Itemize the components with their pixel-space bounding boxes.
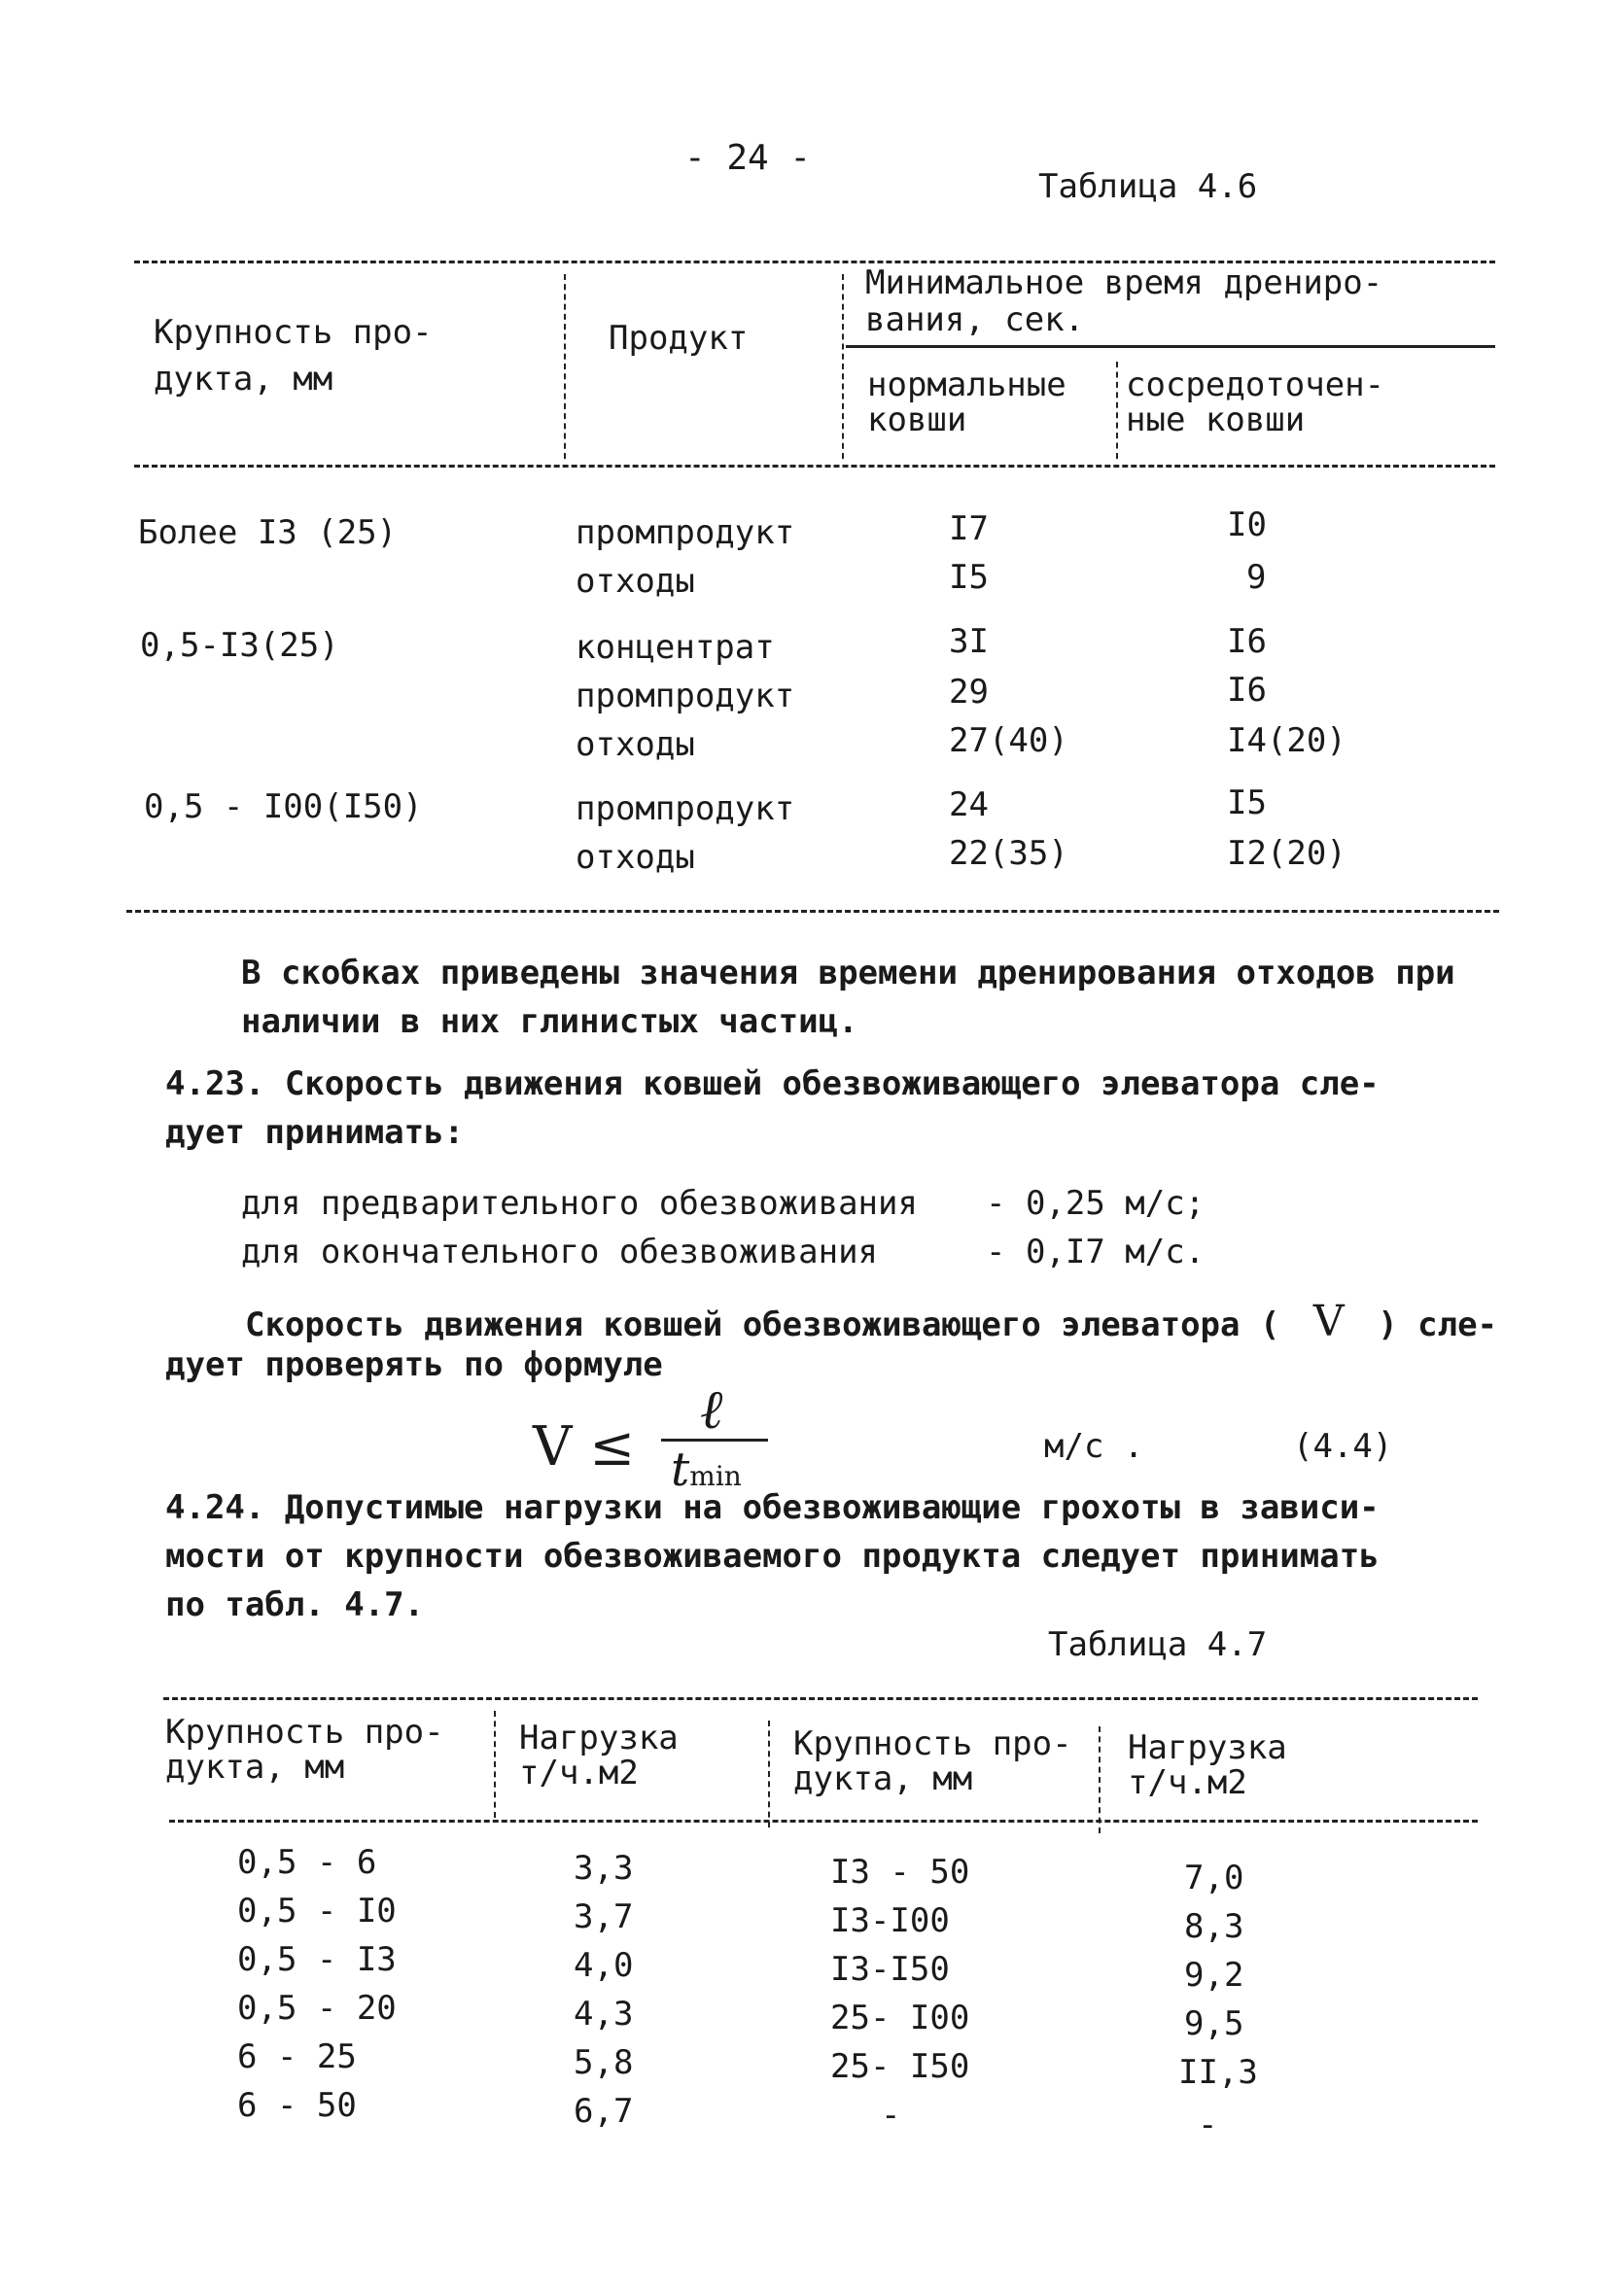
formula-denominator-sub: min	[689, 1460, 742, 1492]
table-4-7-col-divider	[768, 1721, 770, 1827]
table-4-6-note: В скобках приведены значения времени дренирования отходов при наличии в них глинистых частиц.	[241, 954, 1455, 1041]
table-4-7-load: 4,0	[574, 1946, 634, 1985]
table-4-7-size: 0,5 - I3	[237, 1940, 397, 1979]
table-4-6-product: промпродукт	[576, 513, 795, 552]
table-4-6-product: отходы	[576, 838, 695, 877]
table-4-7-size: 25- I00	[830, 1999, 970, 2037]
table-4-6-product: промпродукт	[576, 677, 795, 715]
section-4-23-text: 4.23. Скорость движения ковшей обезвоживающего элеватора сле- дует принимать:	[165, 1064, 1380, 1152]
table-4-6-normal: 27(40)	[949, 721, 1068, 760]
table-4-7-size: 0,5 - 6	[237, 1843, 377, 1882]
table-4-6-normal: 22(35)	[949, 834, 1068, 873]
speed-item-label: для предварительного обезвоживания	[241, 1184, 918, 1223]
table-4-7-load: II,3	[1178, 2053, 1258, 2092]
formula-unit: м/с .	[1044, 1427, 1144, 1466]
table-4-6-normal: 29	[949, 673, 989, 712]
table-4-6-product: отходы	[576, 725, 695, 764]
table-4-7-load: 3,3	[574, 1849, 634, 1888]
table-4-7-size: 6 - 50	[237, 2086, 357, 2125]
table-4-7-load: 8,3	[1184, 1907, 1244, 1946]
table-4-7-load: 5,8	[574, 2043, 634, 2082]
formula-number: (4.4)	[1293, 1427, 1393, 1466]
table-4-7-size: I3-I00	[830, 1901, 950, 1940]
table-4-6-col-divider-3	[1116, 362, 1118, 459]
table-4-6-normal: I7	[949, 509, 989, 548]
table-4-6-group-size: Более I3 (25)	[138, 513, 398, 552]
table-4-6-col-divider-2	[842, 274, 844, 459]
table-4-6-caption: Таблица 4.6	[1038, 167, 1258, 206]
speed-item-value: - 0,I7 м/с.	[986, 1233, 1206, 1271]
formula-denominator-main: t	[671, 1443, 690, 1497]
table-4-7-load: 6,7	[574, 2092, 634, 2131]
page-number: - 24 -	[684, 138, 812, 178]
table-4-7-size: I3-I50	[830, 1950, 950, 1989]
formula-numerator: ℓ	[700, 1378, 723, 1442]
table-4-7-load: 9,2	[1184, 1956, 1244, 1995]
speed-check-text-part-1: Скорость движения ковшей обезвоживающего элеватора (	[245, 1305, 1280, 1344]
speed-item-label: для окончательного обезвоживания	[241, 1233, 879, 1271]
table-4-7-load: 9,5	[1184, 2004, 1244, 2043]
table-4-6-concentrated: I2(20)	[1227, 834, 1346, 873]
table-4-6-product: промпродукт	[576, 789, 795, 828]
table-4-6-concentrated: I5	[1227, 783, 1267, 822]
table-4-6-concentrated: 9	[1246, 558, 1267, 597]
table-4-7-size: 0,5 - 20	[237, 1989, 397, 2028]
table-4-7-size: 0,5 - I0	[237, 1892, 397, 1931]
table-4-6-normal: I5	[949, 558, 989, 597]
speed-check-text-part-2: ) сле-	[1378, 1305, 1498, 1344]
table-4-6-product: концентрат	[576, 628, 775, 667]
table-4-6-concentrated: I6	[1227, 622, 1267, 661]
speed-item-value: - 0,25 м/с;	[986, 1184, 1206, 1223]
table-4-6-header-concentrated: сосредоточен- ные ковши	[1126, 365, 1385, 439]
table-4-6-normal: 24	[949, 785, 989, 824]
table-4-7-header-rule	[169, 1820, 1478, 1823]
table-4-7-load: -	[1198, 2105, 1218, 2144]
table-4-7-caption: Таблица 4.7	[1048, 1625, 1268, 1664]
table-4-6-subheader-rule	[846, 345, 1495, 348]
section-4-24-text: 4.24. Допустимые нагрузки на обезвоживающие грохоты в зависи- мости от крупности обезвоживаемого продукта следует принимать по табл. 4.7.	[165, 1488, 1380, 1624]
table-4-7-size: I3 - 50	[830, 1853, 970, 1892]
formula-lhs: V ≤	[533, 1415, 636, 1478]
speed-check-text-line-2: дует проверять по формуле	[165, 1345, 663, 1384]
table-4-6-bottom-rule	[126, 910, 1499, 913]
table-4-6-header-drain-time: Минимальное время дрениро- вания, сек.	[865, 263, 1383, 339]
formula-fraction-bar	[661, 1439, 768, 1442]
table-4-7-header-size-2: Крупность про- дукта, мм	[793, 1724, 1072, 1798]
table-4-7-load: 3,7	[574, 1897, 634, 1936]
table-4-6-product: отходы	[576, 562, 695, 601]
table-4-7-size: -	[881, 2096, 901, 2135]
table-4-7-top-rule	[163, 1697, 1478, 1700]
table-4-7-header-load-2: Нагрузка т/ч.м2	[1128, 1728, 1287, 1802]
table-4-6-concentrated: I4(20)	[1227, 721, 1346, 760]
table-4-7-header-load-1: Нагрузка т/ч.м2	[519, 1719, 679, 1792]
table-4-6-col-divider-1	[564, 274, 566, 459]
table-4-7-col-divider	[1099, 1726, 1101, 1833]
table-4-7-size: 25- I50	[830, 2047, 970, 2086]
table-4-7-size: 6 - 25	[237, 2037, 357, 2076]
table-4-7-load: 4,3	[574, 1995, 634, 2034]
table-4-6-concentrated: I0	[1227, 505, 1267, 544]
table-4-6-normal: 3I	[949, 622, 989, 661]
table-4-6-header-rule	[134, 465, 1495, 468]
table-4-7-load: 7,0	[1184, 1859, 1244, 1897]
table-4-6-header-size: Крупность про- дукта, мм	[154, 313, 433, 399]
table-4-7-col-divider	[494, 1711, 496, 1818]
table-4-6-group-size: 0,5-I3(25)	[140, 626, 339, 665]
table-4-6-group-size: 0,5 - I00(I50)	[144, 787, 423, 826]
table-4-6-header-product: Продукт	[609, 319, 749, 358]
table-4-6-concentrated: I6	[1227, 671, 1267, 710]
table-4-7-header-size-1: Крупность про- дукта, мм	[165, 1713, 444, 1787]
table-4-6-header-normal: нормальные ковши	[867, 365, 1066, 439]
speed-check-text	[245, 1297, 1497, 1346]
speed-symbol: V	[1312, 1297, 1345, 1346]
